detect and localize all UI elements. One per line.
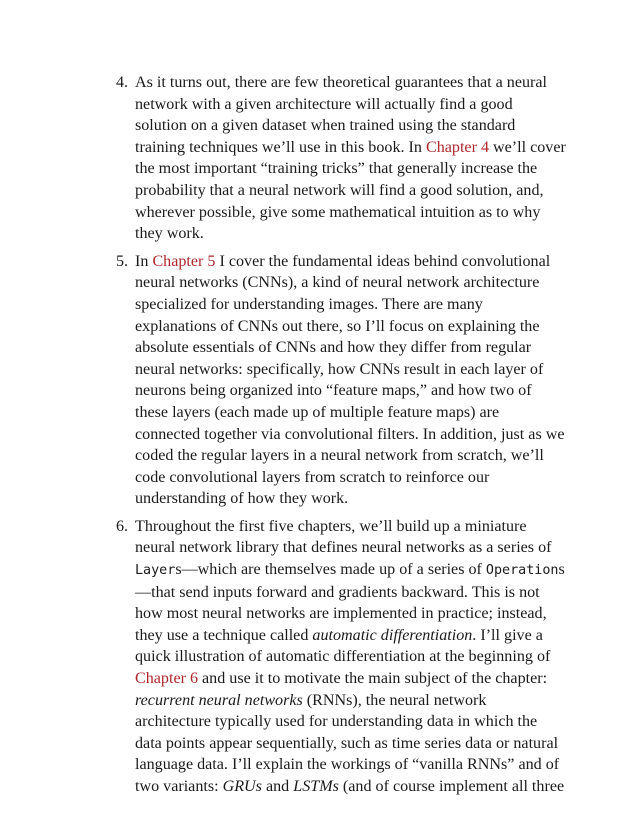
list-item-4	[116, 72, 566, 245]
paragraph-text: I cover the fundamental ideas behind convolutional neural networks (CNNs), a kind of neural network architecture specialized for understanding images. There are many explanations of CNNs out there, so I’ll focus on explaining the absolute essentials of CNNs and how they differ from regular neural networks: specifically, how CNNs result in each layer of neurons being organized into “feature maps,” and how two of these layers (each made up of multiple feature maps) are connected together via convolutional filters. In addition, just as we coded the regular layers in a neural network from scratch, we’ll code convolutional layers from scratch to reinforce our understanding of how they work.	[135, 252, 565, 508]
paragraph-text: Throughout the first five chapters, we’ll build up a miniature neural network library that defines neural networks as a series of	[135, 517, 552, 557]
paragraph-text: s—which are themselves made up of a series of	[175, 561, 486, 579]
paragraph-text: (RNNs), the neural network architecture typically used for understanding data in which the data points appear sequentially, such as time series data or natural language data. I’ll explain the workings of “vanilla RNNs” and of two variants:	[135, 691, 560, 795]
paragraph-text: As it turns out, there are few theoretical guarantees that a neural network with a given architecture will actually find a good solution on a given dataset when trained using the standard training techniques we’ll use in this book. In	[135, 74, 548, 156]
numbered-list	[116, 72, 566, 804]
chapter-4-link[interactable]: Chapter 4	[425, 138, 489, 156]
list-item-5	[116, 251, 566, 510]
list-number: 4.	[116, 74, 129, 91]
paragraph-text: (and of course implement all three	[338, 778, 565, 795]
paragraph-text: s —that send inputs forward and gradients backward. This is not how most neural networks are implemented in practice; instead, they use a technique called	[135, 561, 565, 644]
paragraph-text: In	[135, 252, 153, 270]
paragraph-text: and use it to motivate the main subject of the chapter:	[198, 670, 548, 688]
emphasis-automatic-differentiation: automatic differentiation	[312, 626, 473, 644]
paragraph-text: and	[261, 778, 294, 795]
list-number: 6.	[116, 517, 129, 535]
list-item-6	[116, 516, 566, 798]
emphasis-lstms: LSTMs	[293, 778, 339, 795]
code-layer: Layer	[135, 563, 176, 579]
list-number: 5.	[116, 252, 129, 270]
emphasis-recurrent-neural-networks: recurrent neural networks	[135, 691, 303, 709]
chapter-6-link[interactable]: Chapter 6	[135, 670, 199, 688]
emphasis-grus: GRUs	[222, 778, 262, 795]
chapter-5-link[interactable]: Chapter 5	[152, 252, 216, 270]
paragraph-text: . I’ll give a quick illustration of automatic differentiation at the beginning of	[135, 626, 551, 666]
code-operation: Operation	[485, 563, 559, 579]
paragraph-text: we’ll cover the most important “training tricks” that generally increase the probability that a neural network will find a good solution, and, wherever possible, give some mathematical intuition as to why they work.	[135, 138, 566, 243]
